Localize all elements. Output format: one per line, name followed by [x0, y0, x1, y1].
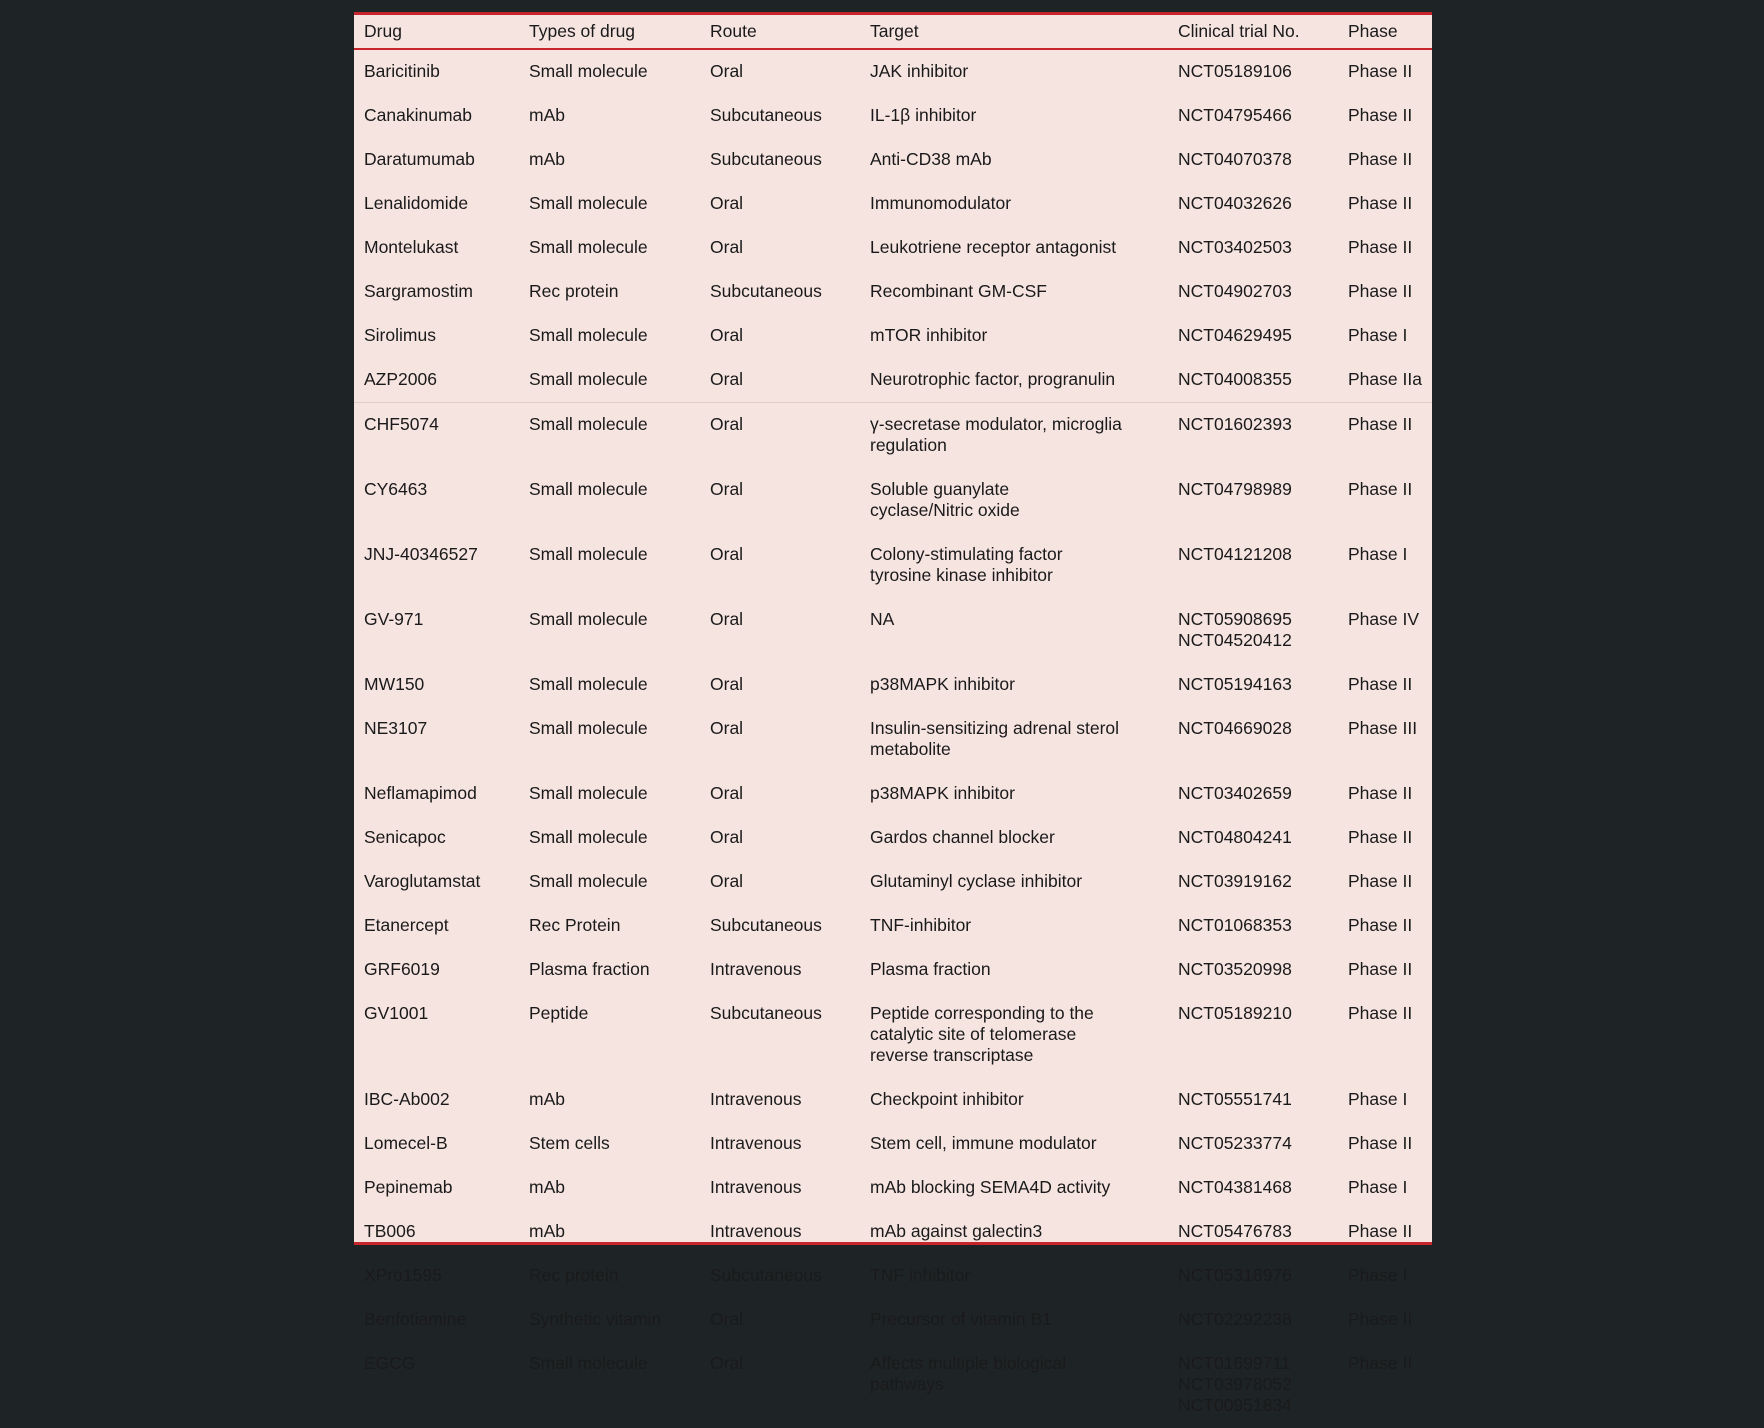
target-cell-line: catalytic site of telomerase — [870, 1024, 1077, 1044]
target-cell-line: p38MAPK inhibitor — [870, 783, 1015, 803]
trial-number-cell — [1168, 49, 1338, 94]
drug-cell: Senicapoc — [364, 827, 446, 847]
target-cell-line: regulation — [870, 435, 947, 455]
drug-cell: Montelukast — [364, 237, 459, 257]
target-cell-line: Immunomodulator — [870, 193, 1012, 213]
target-cell-line: Glutaminyl cyclase inhibitor — [870, 871, 1083, 891]
drug-cell: Lomecel-B — [364, 1133, 448, 1153]
route-cell: Subcutaneous — [710, 1265, 822, 1285]
trial-number-cell-line: NCT04902703 — [1178, 281, 1292, 301]
trial-number-cell — [1168, 663, 1338, 707]
trial-number-cell-line: NCT04008355 — [1178, 369, 1292, 389]
target-cell-line: IL-1β inhibitor — [870, 105, 977, 125]
trial-number-cell-line: NCT04795466 — [1178, 105, 1292, 125]
target-cell — [860, 533, 1168, 598]
drug-cell: GV-971 — [364, 609, 424, 629]
target-cell — [860, 94, 1168, 138]
drug-cell: Sirolimus — [364, 325, 436, 345]
target-cell — [860, 663, 1168, 707]
target-cell-line: Gardos channel blocker — [870, 827, 1055, 847]
drug-type-cell: Synthetic vitamin — [529, 1309, 662, 1329]
target-cell-line: metabolite — [870, 739, 951, 759]
target-cell-line: TNF inhibitor — [870, 1265, 971, 1285]
table-row — [354, 1210, 1432, 1254]
route-cell: Oral — [710, 783, 744, 803]
trial-number-cell — [1168, 707, 1338, 772]
target-cell-line: Leukotriene receptor antagonist — [870, 237, 1117, 257]
drug-cell: Neflamapimod — [364, 783, 477, 803]
route-cell: Intravenous — [710, 1177, 802, 1197]
table-row — [354, 270, 1432, 314]
target-cell-line: mAb against galectin3 — [870, 1221, 1043, 1241]
target-cell-line: tyrosine kinase inhibitor — [870, 565, 1053, 585]
trial-number-cell-line: NCT05233774 — [1178, 1133, 1292, 1153]
drug-cell: CY6463 — [364, 479, 428, 499]
target-cell-line: Recombinant GM-CSF — [870, 281, 1047, 301]
drug-cell: MW150 — [364, 674, 425, 694]
target-cell-line: Checkpoint inhibitor — [870, 1089, 1024, 1109]
phase-cell: Phase II — [1348, 871, 1413, 891]
trial-number-cell — [1168, 314, 1338, 358]
drug-type-cell: mAb — [529, 1221, 565, 1241]
trial-number-cell-line: NCT03919162 — [1178, 871, 1292, 891]
header-types-of-drug: Types of drug — [519, 15, 700, 49]
drug-type-cell: Small molecule — [529, 369, 648, 389]
target-cell — [860, 1210, 1168, 1254]
drug-cell: Daratumumab — [364, 149, 475, 169]
trial-number-cell — [1168, 468, 1338, 533]
table-row — [354, 904, 1432, 948]
drug-type-cell: Small molecule — [529, 325, 648, 345]
trial-number-cell-line: NCT03520998 — [1178, 959, 1292, 979]
trial-number-cell-line: NCT05476783 — [1178, 1221, 1292, 1241]
route-cell: Oral — [710, 718, 744, 738]
drug-cell: AZP2006 — [364, 369, 437, 389]
drug-cell: NE3107 — [364, 718, 428, 738]
table-row — [354, 1254, 1432, 1298]
route-cell: Oral — [710, 871, 744, 891]
route-cell: Intravenous — [710, 959, 802, 979]
table-row — [354, 182, 1432, 226]
trial-number-cell — [1168, 992, 1338, 1078]
trial-number-cell-line: NCT04669028 — [1178, 718, 1292, 738]
trial-number-cell — [1168, 1166, 1338, 1210]
target-cell-line: γ-secretase modulator, microglia — [870, 414, 1122, 434]
table-row — [354, 358, 1432, 403]
phase-cell: Phase II — [1348, 915, 1413, 935]
trial-number-cell — [1168, 138, 1338, 182]
table-row — [354, 49, 1432, 94]
target-cell-line: Colony-stimulating factor — [870, 544, 1063, 564]
drug-cell: Pepinemab — [364, 1177, 453, 1197]
target-cell — [860, 860, 1168, 904]
target-cell — [860, 992, 1168, 1078]
target-cell-line: Plasma fraction — [870, 959, 991, 979]
drug-type-cell: Rec protein — [529, 1265, 619, 1285]
drug-cell: Canakinumab — [364, 105, 472, 125]
drug-cell: EGCG — [364, 1353, 416, 1373]
table-row — [354, 138, 1432, 182]
target-cell — [860, 707, 1168, 772]
route-cell: Oral — [710, 479, 744, 499]
drug-cell: Baricitinib — [364, 61, 440, 81]
phase-cell: Phase II — [1348, 105, 1413, 125]
trial-number-cell — [1168, 533, 1338, 598]
drug-cell: GRF6019 — [364, 959, 440, 979]
drug-type-cell: Small molecule — [529, 609, 648, 629]
phase-cell: Phase IIa — [1348, 369, 1422, 389]
target-cell-line: Stem cell, immune modulator — [870, 1133, 1097, 1153]
drug-cell: CHF5074 — [354, 403, 519, 469]
trial-number-cell — [1168, 1298, 1338, 1342]
trial-number-cell-line: NCT04804241 — [1178, 827, 1292, 847]
table-header-row — [354, 15, 1432, 49]
trial-number-cell-line: NCT04520412 — [1178, 630, 1292, 650]
table-row — [354, 816, 1432, 860]
trial-number-cell-line: NCT03978052 — [1178, 1374, 1292, 1394]
drug-type-cell: mAb — [529, 149, 565, 169]
table-row — [354, 1122, 1432, 1166]
header-route: Route — [700, 15, 860, 49]
phase-cell: Phase I — [1348, 544, 1408, 564]
trial-number-cell-line: NCT01068353 — [1178, 915, 1292, 935]
phase-cell: Phase II — [1348, 1309, 1413, 1329]
trial-number-cell-line: NCT05551741 — [1178, 1089, 1292, 1109]
route-cell: Intravenous — [710, 1089, 802, 1109]
phase-cell: Phase II — [1348, 193, 1413, 213]
target-cell-line: cyclase/Nitric oxide — [870, 500, 1020, 520]
drug-cell: GV1001 — [364, 1003, 429, 1023]
trial-number-cell — [1168, 1210, 1338, 1254]
trial-number-cell-line: NCT04121208 — [1178, 544, 1292, 564]
trial-number-cell-line: NCT05189106 — [1178, 61, 1292, 81]
table-row — [354, 94, 1432, 138]
drug-cell: JNJ-40346527 — [364, 544, 478, 564]
table-row — [354, 663, 1432, 707]
trial-number-cell — [1168, 1342, 1338, 1428]
route-cell: Subcutaneous — [710, 105, 822, 125]
phase-cell: Phase II — [1348, 959, 1413, 979]
route-cell: Subcutaneous — [710, 1003, 822, 1023]
phase-cell: Phase II — [1348, 149, 1413, 169]
phase-cell: Phase III — [1348, 718, 1418, 738]
route-cell: Oral — [710, 544, 744, 564]
route-cell: Subcutaneous — [710, 915, 822, 935]
table-row — [354, 772, 1432, 816]
drug-type-cell: mAb — [529, 105, 565, 125]
target-cell-line: Peptide corresponding to the — [870, 1003, 1094, 1023]
target-cell — [860, 49, 1168, 94]
target-cell — [860, 226, 1168, 270]
table-row — [354, 948, 1432, 992]
route-cell: Oral — [710, 674, 744, 694]
drug-cell: Etanercept — [364, 915, 449, 935]
target-cell — [860, 403, 1168, 469]
trial-number-cell-line: NCT03402659 — [1178, 783, 1292, 803]
trial-number-cell-line: NCT04629495 — [1178, 325, 1292, 345]
route-cell: Oral — [710, 237, 744, 257]
phase-cell: Phase II — [1348, 1353, 1413, 1373]
phase-cell: Phase II — [1348, 1221, 1413, 1241]
header-target: Target — [860, 15, 1168, 49]
phase-cell: Phase II — [1338, 403, 1432, 469]
phase-cell: Phase I — [1348, 325, 1408, 345]
header-phase: Phase — [1338, 15, 1432, 49]
target-cell — [860, 468, 1168, 533]
trial-number-cell — [1168, 1122, 1338, 1166]
target-cell-line: Affects multiple biological — [870, 1353, 1067, 1373]
drug-type-cell: Small molecule — [529, 1353, 648, 1373]
route-cell: Oral — [700, 403, 860, 469]
trial-number-cell-line: NCT05194163 — [1178, 674, 1292, 694]
trial-number-cell — [1168, 182, 1338, 226]
drug-type-cell: Plasma fraction — [529, 959, 650, 979]
drug-type-cell: Small molecule — [529, 479, 648, 499]
target-cell-line: pathways — [870, 1374, 944, 1394]
phase-cell: Phase II — [1348, 674, 1413, 694]
table-row — [354, 992, 1432, 1078]
table-row — [354, 1166, 1432, 1210]
trial-number-cell — [1168, 358, 1338, 403]
drug-type-cell: Small molecule — [519, 403, 700, 469]
target-cell — [860, 1298, 1168, 1342]
phase-cell: Phase I — [1348, 1265, 1408, 1285]
trial-number-cell-line: NCT04032626 — [1178, 193, 1292, 213]
drug-cell: IBC-Ab002 — [364, 1089, 450, 1109]
phase-cell: Phase II — [1348, 1133, 1413, 1153]
drug-cell: XPro1595 — [364, 1265, 442, 1285]
target-cell-line: Anti-CD38 mAb — [870, 149, 992, 169]
trial-number-cell-line: NCT03402503 — [1178, 237, 1292, 257]
table-row — [354, 598, 1432, 663]
drug-cell: Varoglutamstat — [364, 871, 481, 891]
target-cell-line: p38MAPK inhibitor — [870, 674, 1015, 694]
target-cell-line: Precursor of vitamin B1 — [870, 1309, 1052, 1329]
table-row — [354, 314, 1432, 358]
trial-number-cell — [1168, 860, 1338, 904]
table-body — [354, 49, 1432, 1428]
trial-number-cell-line: NCT02292238 — [1178, 1309, 1292, 1329]
trial-number-cell — [1168, 816, 1338, 860]
table-row — [354, 468, 1432, 533]
trial-number-cell-line: NCT04070378 — [1178, 149, 1292, 169]
table-row — [354, 533, 1432, 598]
drug-type-cell: Peptide — [529, 1003, 589, 1023]
trial-number-cell — [1168, 1254, 1338, 1298]
target-cell-line: JAK inhibitor — [870, 61, 969, 81]
trial-number-cell — [1168, 772, 1338, 816]
target-cell-line: mAb blocking SEMA4D activity — [870, 1177, 1111, 1197]
drug-type-cell: Stem cells — [529, 1133, 610, 1153]
trial-number-cell — [1168, 1078, 1338, 1122]
trial-number-cell-line: NCT04381468 — [1178, 1177, 1292, 1197]
table-row — [354, 860, 1432, 904]
trial-number-cell-line: NCT01699711 — [1178, 1353, 1291, 1373]
target-cell — [860, 1078, 1168, 1122]
route-cell: Subcutaneous — [710, 281, 822, 301]
phase-cell: Phase IV — [1348, 609, 1420, 629]
phase-cell: Phase II — [1348, 237, 1413, 257]
drug-trials-table — [354, 15, 1432, 1428]
phase-cell: Phase I — [1348, 1177, 1408, 1197]
drug-type-cell: Small molecule — [529, 237, 648, 257]
drug-type-cell: Small molecule — [529, 783, 648, 803]
route-cell: Intravenous — [710, 1133, 802, 1153]
phase-cell: Phase II — [1348, 281, 1413, 301]
target-cell — [860, 1254, 1168, 1298]
target-cell — [860, 314, 1168, 358]
route-cell: Oral — [710, 1353, 744, 1373]
phase-cell: Phase II — [1348, 1003, 1413, 1023]
target-cell-line: Neurotrophic factor, progranulin — [870, 369, 1116, 389]
phase-cell: Phase I — [1348, 1089, 1408, 1109]
route-cell: Oral — [710, 325, 744, 345]
drug-cell: Benfotiamine — [364, 1309, 467, 1329]
trial-number-cell-line: NCT05189210 — [1178, 1003, 1292, 1023]
target-cell — [860, 948, 1168, 992]
drug-type-cell: mAb — [529, 1177, 565, 1197]
target-cell — [860, 138, 1168, 182]
phase-cell: Phase II — [1348, 61, 1413, 81]
target-cell — [860, 270, 1168, 314]
route-cell: Oral — [710, 61, 744, 81]
target-cell-line: reverse transcriptase — [870, 1045, 1034, 1065]
route-cell: Oral — [710, 193, 744, 213]
table-row — [354, 226, 1432, 270]
trial-number-cell — [1168, 270, 1338, 314]
header-drug: Drug — [354, 15, 519, 49]
target-cell — [860, 182, 1168, 226]
target-cell — [860, 816, 1168, 860]
phase-cell: Phase II — [1348, 479, 1413, 499]
route-cell: Intravenous — [710, 1221, 802, 1241]
target-cell — [860, 1342, 1168, 1428]
table-row — [354, 403, 1432, 469]
target-cell-line: Soluble guanylate — [870, 479, 1010, 499]
drug-type-cell: Small molecule — [529, 544, 648, 564]
trial-number-cell — [1168, 948, 1338, 992]
target-cell-line: TNF-inhibitor — [870, 915, 972, 935]
table-row — [354, 707, 1432, 772]
target-cell-line: Insulin-sensitizing adrenal sterol — [870, 718, 1120, 738]
trial-number-cell — [1168, 904, 1338, 948]
drug-cell: TB006 — [364, 1221, 416, 1241]
header-clinical-trial-no: Clinical trial No. — [1168, 15, 1338, 49]
trial-number-cell — [1168, 598, 1338, 663]
drug-type-cell: Small molecule — [529, 674, 648, 694]
trial-number-cell — [1168, 226, 1338, 270]
target-cell — [860, 1122, 1168, 1166]
drug-table-panel — [354, 12, 1432, 1415]
trial-number-cell-line: NCT01602393 — [1178, 414, 1292, 434]
route-cell: Subcutaneous — [710, 149, 822, 169]
target-cell-line: NA — [870, 609, 895, 629]
target-cell — [860, 358, 1168, 403]
target-cell-line: mTOR inhibitor — [870, 325, 988, 345]
table-row — [354, 1078, 1432, 1122]
phase-cell: Phase II — [1348, 783, 1413, 803]
drug-type-cell: Rec protein — [529, 281, 619, 301]
target-cell — [860, 598, 1168, 663]
drug-type-cell: Small molecule — [529, 61, 648, 81]
trial-number-cell-line: NCT00951834 — [1178, 1395, 1292, 1415]
target-cell — [860, 1166, 1168, 1210]
table-row — [354, 1298, 1432, 1342]
trial-number-cell-line: NCT05318976 — [1178, 1265, 1292, 1285]
drug-type-cell: Small molecule — [529, 871, 648, 891]
trial-number-cell — [1168, 94, 1338, 138]
trial-number-cell — [1168, 403, 1338, 469]
drug-type-cell: Rec Protein — [529, 915, 621, 935]
drug-type-cell: Small molecule — [529, 718, 648, 738]
drug-type-cell: Small molecule — [529, 193, 648, 213]
target-cell — [860, 904, 1168, 948]
drug-type-cell: Small molecule — [529, 827, 648, 847]
trial-number-cell-line: NCT05908695 — [1178, 609, 1292, 629]
table-row — [354, 1342, 1432, 1428]
route-cell: Oral — [710, 609, 744, 629]
route-cell: Oral — [710, 827, 744, 847]
drug-cell: Lenalidomide — [364, 193, 469, 213]
target-cell — [860, 772, 1168, 816]
drug-cell: Sargramostim — [364, 281, 473, 301]
route-cell: Oral — [710, 1309, 744, 1329]
route-cell: Oral — [710, 369, 744, 389]
drug-type-cell: mAb — [529, 1089, 565, 1109]
phase-cell: Phase II — [1348, 827, 1413, 847]
trial-number-cell-line: NCT04798989 — [1178, 479, 1292, 499]
